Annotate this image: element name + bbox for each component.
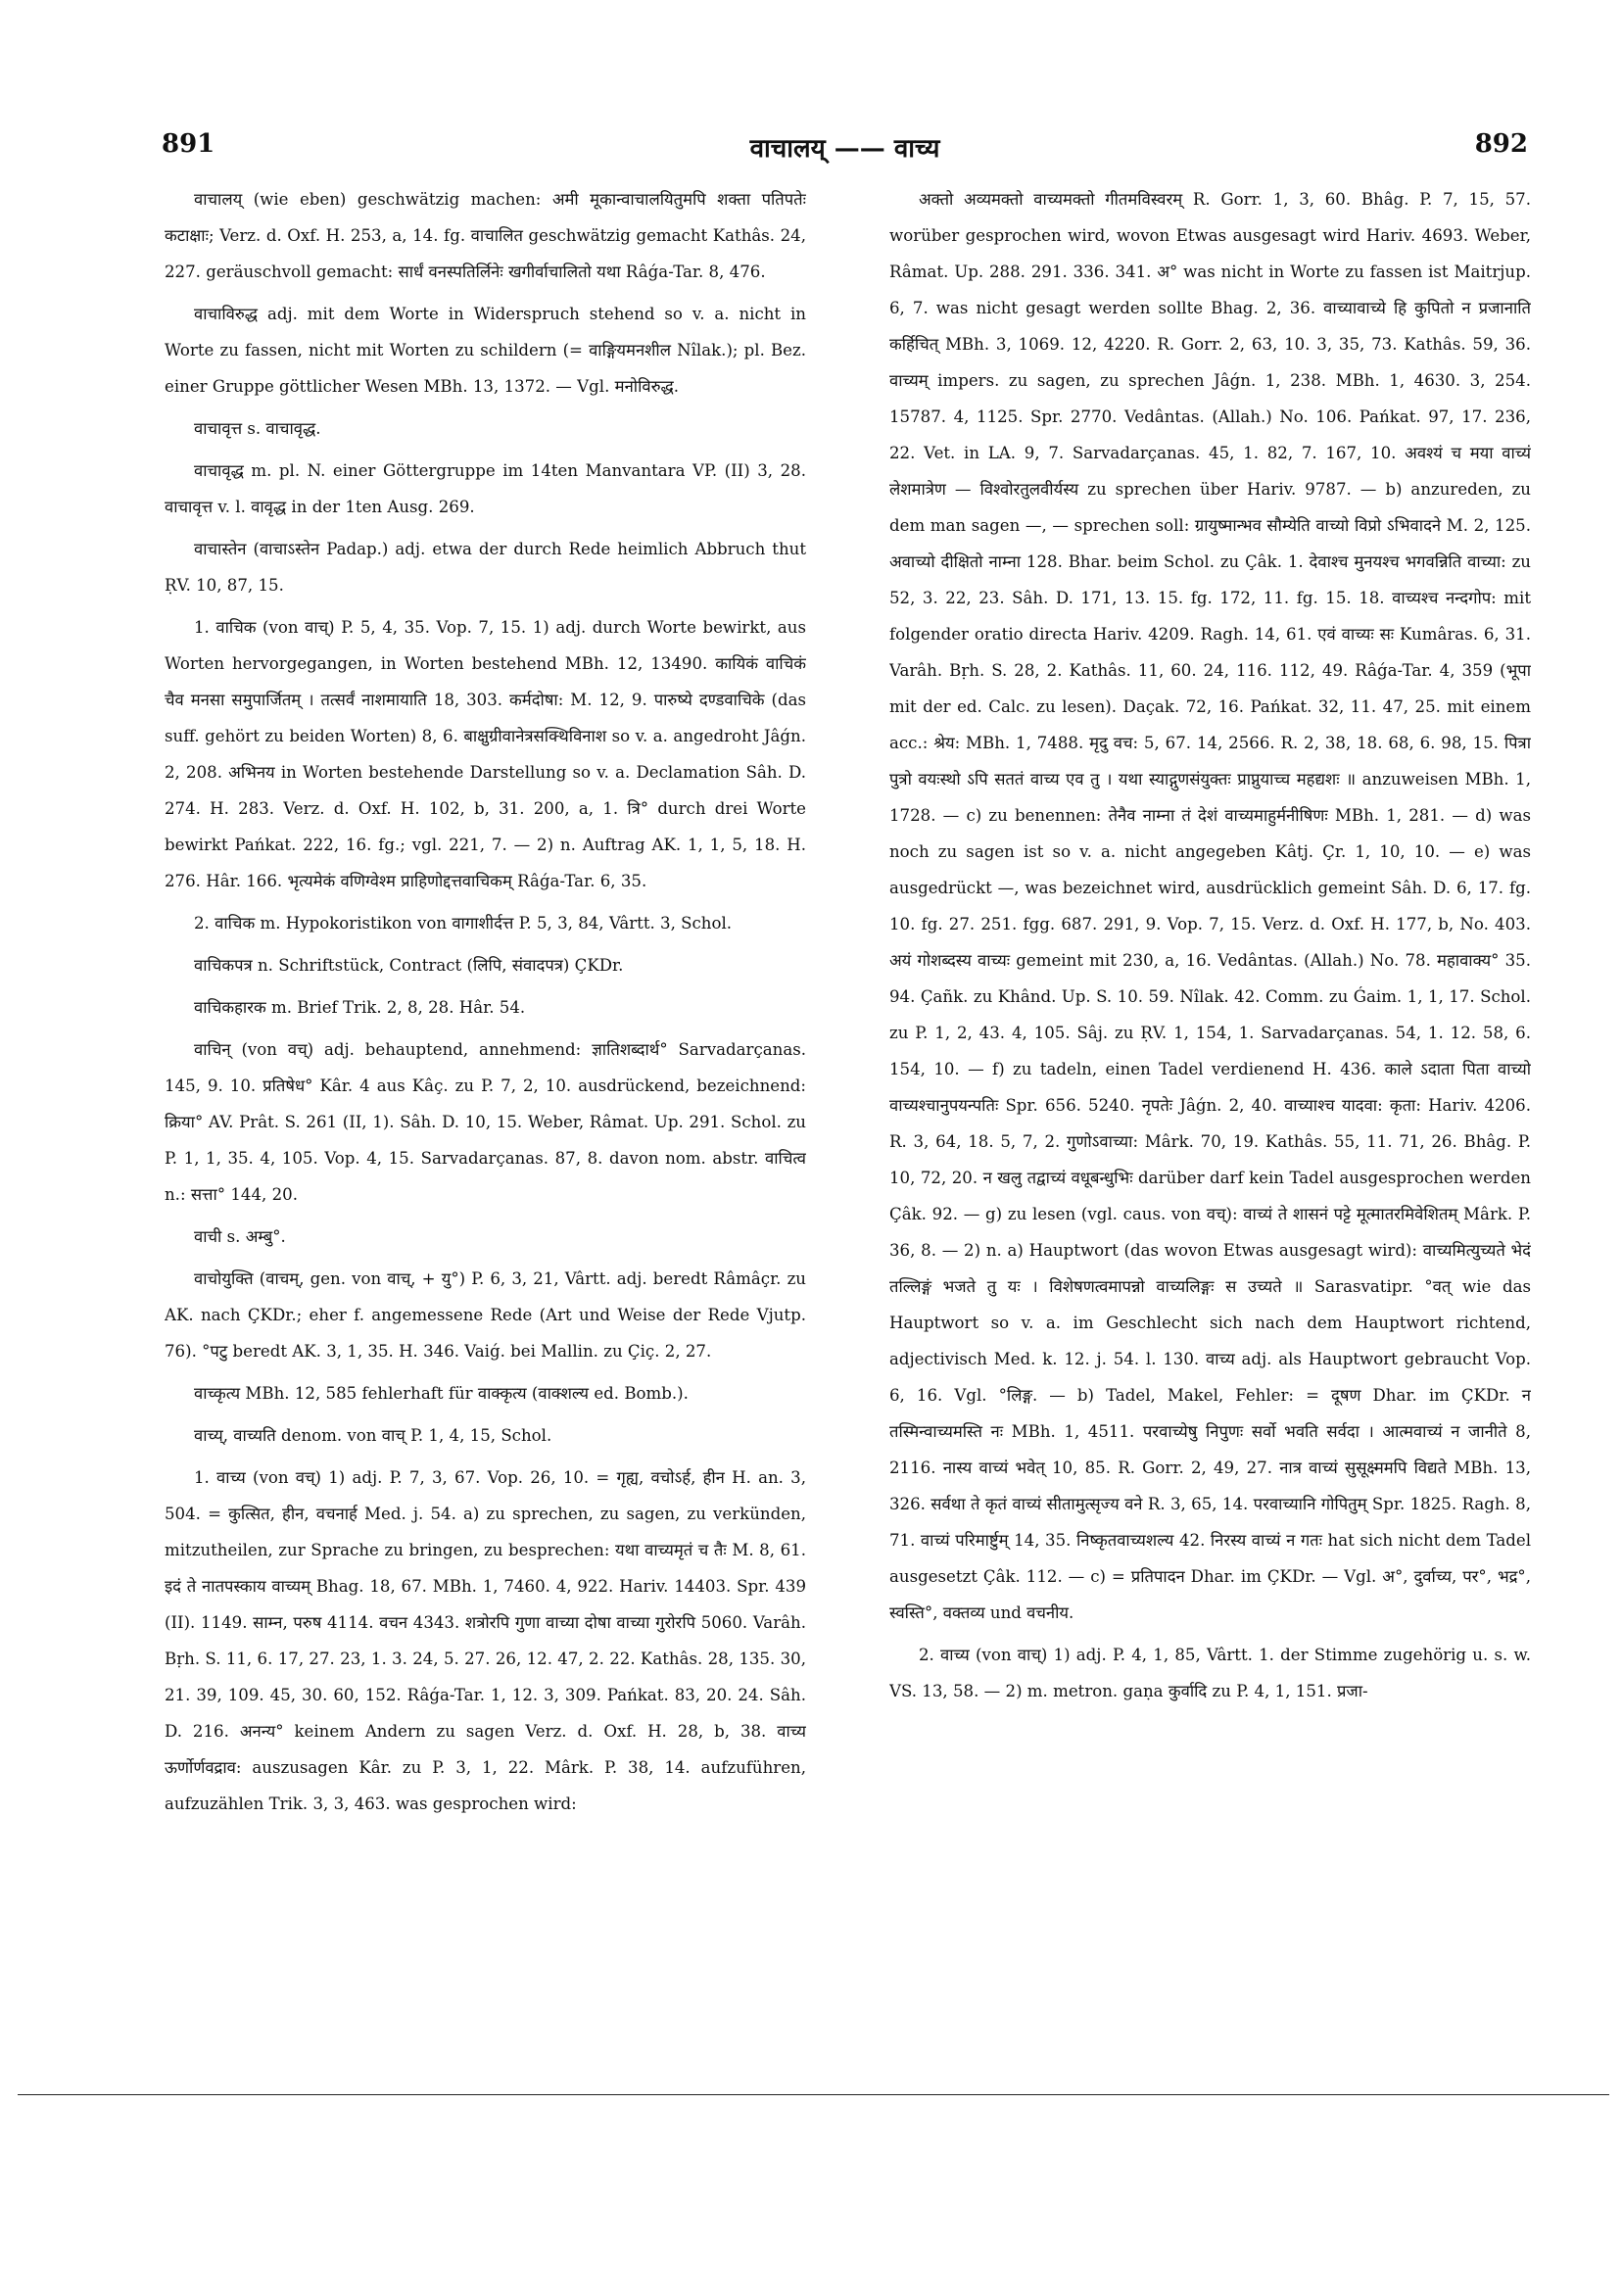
entry-vacavrtta: वाचावृत्त s. वाचावृद्ध. [194, 419, 321, 438]
entry-vacya-2: 2. वाच्य (von वाच्) 1) adj. P. 4, 1, 85, Vârtt. 1. der Stimme zugehörig u. s. w. VS. 13, 58. — 2) m. metron. gaṇa कुर्वादि zu P. 4, 1, 151. प्रजा- [889, 1646, 1531, 1700]
entry-vacalay: वाचालय् (wie eben) geschwätzig machen: अमी मूकान्वाचालयितुमपि शक्ता पतिपतेः कटाक्षाः; Verz. d. Oxf. H. 253, a, 14. fg. वाचालित geschwätzig gemacht Kathâs. 24, 227. geräuschvoll gemacht: सार्धं वनस्पतिर्लिनेः खगीर्वाचालितो यथा Râǵa-Tar. 8, 476. [165, 190, 806, 281]
page-number-right: 892 [1474, 129, 1528, 159]
entry-vacika-1: 1. वाचिक (von वाच्) P. 5, 4, 35. Vop. 7, 15. 1) adj. durch Worte bewirkt, aus Worten hervorgegangen, in Worten bestehend MBh. 12, 13490. कायिकं वाचिकं चैव मनसा समुपार्जितम् । तत्सर्वं नाशमायाति 18, 303. कर्मदोषा: M. 12, 9. पारुष्ये दण्डवाचिके (das suff. gehört zu beiden Worten) 8, 6. बाक्षुग्रीवानेत्रसक्थिविनाश so v. a. angedroht Jâǵn. 2, 208. अभिनय in Worten bestehende Darstellung so v. a. Declamation Sâh. D. 274. H. 283. Verz. d. Oxf. H. 102, b, 31. 200, a, 1. त्रि° durch drei Worte bewirkt Pańkat. 222, 16. fg.; vgl. 221, 7. — 2) n. Auftrag AK. 1, 1, 5, 18. H. 276. Hâr. 166. भृत्यमेकं वणिग्वेश्म प्राहिणोद्दत्तवाचिकम् Râǵa-Tar. 6, 35. [165, 618, 806, 890]
entry-vacin: वाचिन् (von वच्) adj. behauptend, annehmend: ज्ञातिशब्दार्थ° Sarvadarçanas. 145, 9. 10. प्रतिषेध° Kâr. 4 aus Kâç. zu P. 7, 2, 10. ausdrückend, bezeichnend: क्रिया° AV. Prât. S. 261 (II, 1). Sâh. D. 10, 15. Weber, Râmat. Up. 291. Schol. zu P. 1, 1, 35. 4, 105. Vop. 4, 15. Sarvadarçanas. 87, 8. davon nom. abstr. वाचित्व n.: सत्ता° 144, 20. [165, 1040, 806, 1204]
footer-rule [18, 2094, 1609, 2095]
entry-vaci: वाची s. अम्बु°. [194, 1227, 286, 1246]
entry-vacy-denom: वाच्य्, वाच्यति denom. von वाच् P. 1, 4, 15, Schol. [194, 1426, 552, 1445]
entry-vackrtya: वाच्कृत्य MBh. 12, 585 fehlerhaft für वाक्कृत्य (वाक्शल्य ed. Bomb.). [194, 1384, 689, 1403]
entry-vacika-2: 2. वाचिक m. Hypokoristikon von वागाशीर्दत्त P. 5, 3, 84, Vârtt. 3, Schol. [194, 914, 733, 933]
entry-vacya-1-continued: अक्तो अव्यमक्तो वाच्यमक्तो गीतमविस्वरम् R. Gorr. 1, 3, 60. Bhâg. P. 7, 15, 57. worüber gesprochen wird, wovon Etwas ausgesagt wird Hariv. 4693. Weber, Râmat. Up. 288. 291. 336. 341. अ° was nicht in Worte zu fassen ist Maitrjup. 6, 7. was nicht gesagt werden sollte Bhag. 2, 36. वाच्यावाच्ये हि कुपितो न प्रजानाति कर्हिचित् MBh. 3, 1069. 12, 4220. R. Gorr. 2, 63, 10. 3, 35, 73. Kathâs. 59, 36. वाच्यम् impers. zu sagen, zu sprechen Jâǵn. 1, 238. MBh. 1, 4630. 3, 254. 15787. 4, 1125. Spr. 2770. Vedântas. (Allah.) No. 106. Pańkat. 97, 17. 236, 22. Vet. in LA. 9, 7. Sarvadarçanas. 45, 1. 82, 7. 167, 10. अवश्यं च मया वाच्यं लेशमात्रेण — विश्वोरतुलवीर्यस्य zu sprechen über Hariv. 9787. — b) anzureden, zu dem man sagen —, — sprechen soll: ग्रायुष्मान्भव सौम्येति वाच्यो विप्रो ऽभिवादने M. 2, 125. अवाच्यो दीक्षितो नाम्ना 128. Bhar. beim Schol. zu Çâk. 1. देवाश्च मुनयश्च भगवन्निति वाच्या: zu 52, 3. 22, 23. Sâh. D. 171, 13. 15. fg. 172, 11. fg. 15. 18. वाच्यश्च नन्दगोप: mit folgender oratio directa Hariv. 4209. Ragh. 14, 61. एवं वाच्यः सः Kumâras. 6, 31. Varâh. Bṛh. S. 28, 2. Kathâs. 11, 60. 24, 116. 112, 49. Râǵa-Tar. 4, 359 (भूपा mit der ed. Calc. zu lesen). Daçak. 72, 16. Pańkat. 32, 11. 47, 25. mit einem acc.: श्रेय: MBh. 1, 7488. मृदु वच: 5, 67. 14, 2566. R. 2, 38, 18. 68, 6. 98, 15. पित्रा पुत्रो वयःस्थो ऽपि सततं वाच्य एव तु । यथा स्याद्गुणसंयुक्तः प्राप्नुयाच्च महद्यशः ॥ anzuweisen MBh. 1, 1728. — c) zu benennen: तेनैव नाम्ना तं देशं वाच्यमाहुर्मनीषिणः MBh. 1, 281. — d) was noch zu sagen ist so v. a. nicht angegeben Kâtj. Çr. 1, 10, 10. — e) was ausgedrückt —, was bezeichnet wird, ausdrücklich gemeint Sâh. D. 6, 17. fg. 10. fg. 27. 251. fgg. 687. 291, 9. Vop. 7, 15. Verz. d. Oxf. H. 177, b, No. 403. अयं गोशब्दस्य वाच्यः gemeint mit 230, a, 16. Vedântas. (Allah.) No. 78. महावाक्य° 35. 94. Çañk. zu Khând. Up. S. 10. 59. Nîlak. 42. Comm. zu Ǵaim. 1, 1, 17. Schol. zu P. 1, 2, 43. 4, 105. Sâj. zu ṚV. 1, 154, 1. Sarvadarçanas. 54, 1. 12. 58, 6. 154, 10. — f) zu tadeln, einen Tadel verdienend H. 436. काले ऽदाता पिता वाच्यो वाच्यश्चानुपयन्पतिः Spr. 656. 5240. नृपतेः Jâǵn. 2, 40. वाच्याश्च यादवा: कृता: Hariv. 4206. R. 3, 64, 18. 5, 7, 2. गुणोऽवाच्या: Mârk. 70, 19. Kathâs. 55, 11. 71, 26. Bhâg. P. 10, 72, 20. न खलु तद्वाच्यं वधूबन्धुभिः darüber darf kein Tadel ausgesprochen werden Çâk. 92. — g) zu lesen (vgl. caus. von वच्): वाच्यं ते शासनं पट्टे मूत्मातरमिवेशितम् Mârk. P. 36, 8. — 2) n. a) Hauptwort (das wovon Etwas ausgesagt wird): वाच्यमित्युच्यते भेदं तल्लिङ्गं भजते तु यः । विशेषणत्वमापन्नो वाच्यलिङ्गः स उच्यते ॥ Sarasvatipr. °वत् wie das Hauptwort so v. a. im Geschlecht sich nach dem Hauptwort richtend, adjectivisch Med. k. 12. j. 54. l. 130. वाच्य adj. als Hauptwort gebraucht Vop. 6, 16. Vgl. °लिङ्ग. — b) Tadel, Makel, Fehler: = दूषण Dhar. im ÇKDr. न तस्मिन्वाच्यमस्ति नः MBh. 1, 4511. परवाच्येषु निपुणः सर्वो भवति सर्वदा । आत्मवाच्यं न जानीते 8, 2116. नास्य वाच्यं भवेत् 10, 85. R. Gorr. 2, 49, 27. नात्र वाच्यं सुसूक्ष्ममपि विद्यते MBh. 13, 326. सर्वथा ते कृतं वाच्यं सीतामुत्सृज्य वने R. 3, 65, 14. परवाच्यानि गोपितुम् Spr. 1825. Ragh. 8, 71. वाच्यं परिमार्ष्टुम् 14, 35. निष्कृतवाच्यशल्य 42. निरस्य वाच्यं न गतः hat sich nicht dem Tadel ausgesetzt Çâk. 112. — c) = प्रतिपादन Dhar. im ÇKDr. — Vgl. अ°, दुर्वाच्य, पर°, भद्र°, स्वस्ति°, वक्तव्य und वचनीय. [889, 190, 1531, 1622]
entry-vacikaharaka: वाचिकहारक m. Brief Trik. 2, 8, 28. Hâr. 54. [194, 998, 526, 1017]
right-column [889, 181, 1531, 2023]
running-title: वाचालय् —— वाच्य [749, 134, 940, 164]
entry-vacavrddha: वाचावृद्ध m. pl. N. einer Göttergruppe im 14ten Manvantara VP. (II) 3, 28. वाचावृत्त v. l. वावृद्ध in der 1ten Ausg. 269. [165, 461, 806, 516]
entry-vacikapatra: वाचिकपत्र n. Schriftstück, Contract (लिपि, संवादपत्र) ÇKDr. [194, 956, 624, 975]
page-number-left: 891 [162, 129, 215, 159]
entry-vacya-1: 1. वाच्य (von वच्) 1) adj. P. 7, 3, 67. Vop. 26, 10. = गृह्य, वचोऽर्ह, हीन H. an. 3, 504. = कुत्सित, हीन, वचनार्ह Med. j. 54. a) zu sprechen, zu sagen, zu verkünden, mitzutheilen, zur Sprache zu bringen, zu besprechen: यथा वाच्यमृतं च तैः M. 8, 61. इदं ते नातपस्काय वाच्यम् Bhag. 18, 67. MBh. 1, 7460. 4, 922. Hariv. 14403. Spr. 439 (II). 1149. साम्न, परुष 4114. वचन 4343. शत्रोरपि गुणा वाच्या दोषा वाच्या गुरोरपि 5060. Varâh. Bṛh. S. 11, 6. 17, 27. 23, 1. 3. 24, 5. 27. 26, 12. 47, 2. 22. Kathâs. 28, 135. 30, 21. 39, 109. 45, 30. 60, 152. Râǵa-Tar. 1, 12. 3, 309. Pańkat. 83, 20. 24. Sâh. D. 216. अनन्य° keinem Andern zu sagen Verz. d. Oxf. H. 28, b, 38. वाच्य ऊर्णोर्णवद्राव: auszusagen Kâr. zu P. 3, 1, 22. Mârk. P. 38, 14. aufzuführen, aufzuzählen Trik. 3, 3, 463. was gesprochen wird: [165, 1468, 806, 1813]
entry-vacoyukti: वाचोयुक्ति (वाचम्, gen. von वाच्, + यु°) P. 6, 3, 21, Vârtt. adj. beredt Râmâçr. zu AK. nach ÇKDr.; eher f. angemessene Rede (Art und Weise der Rede Vjutp. 76). °पटु beredt AK. 3, 1, 35. H. 346. Vaiǵ. bei Mallin. zu Çiç. 2, 27. [165, 1269, 806, 1361]
entry-vacastena: वाचास्तेन (वाचाऽस्तेन Padap.) adj. etwa der durch Rede heimlich Abbruch thut ṚV. 10, 87, 15. [165, 540, 806, 595]
left-column [165, 181, 806, 2023]
entry-vacaviruddha: वाचाविरुद्ध adj. mit dem Worte in Widerspruch stehend so v. a. nicht in Worte zu fassen, nicht mit Worten zu schildern (= वाङ्गियमनशील Nîlak.); pl. Bez. einer Gruppe göttlicher Wesen MBh. 13, 1372. — Vgl. मनोविरुद्ध. [165, 305, 806, 396]
page-header [162, 129, 1528, 168]
